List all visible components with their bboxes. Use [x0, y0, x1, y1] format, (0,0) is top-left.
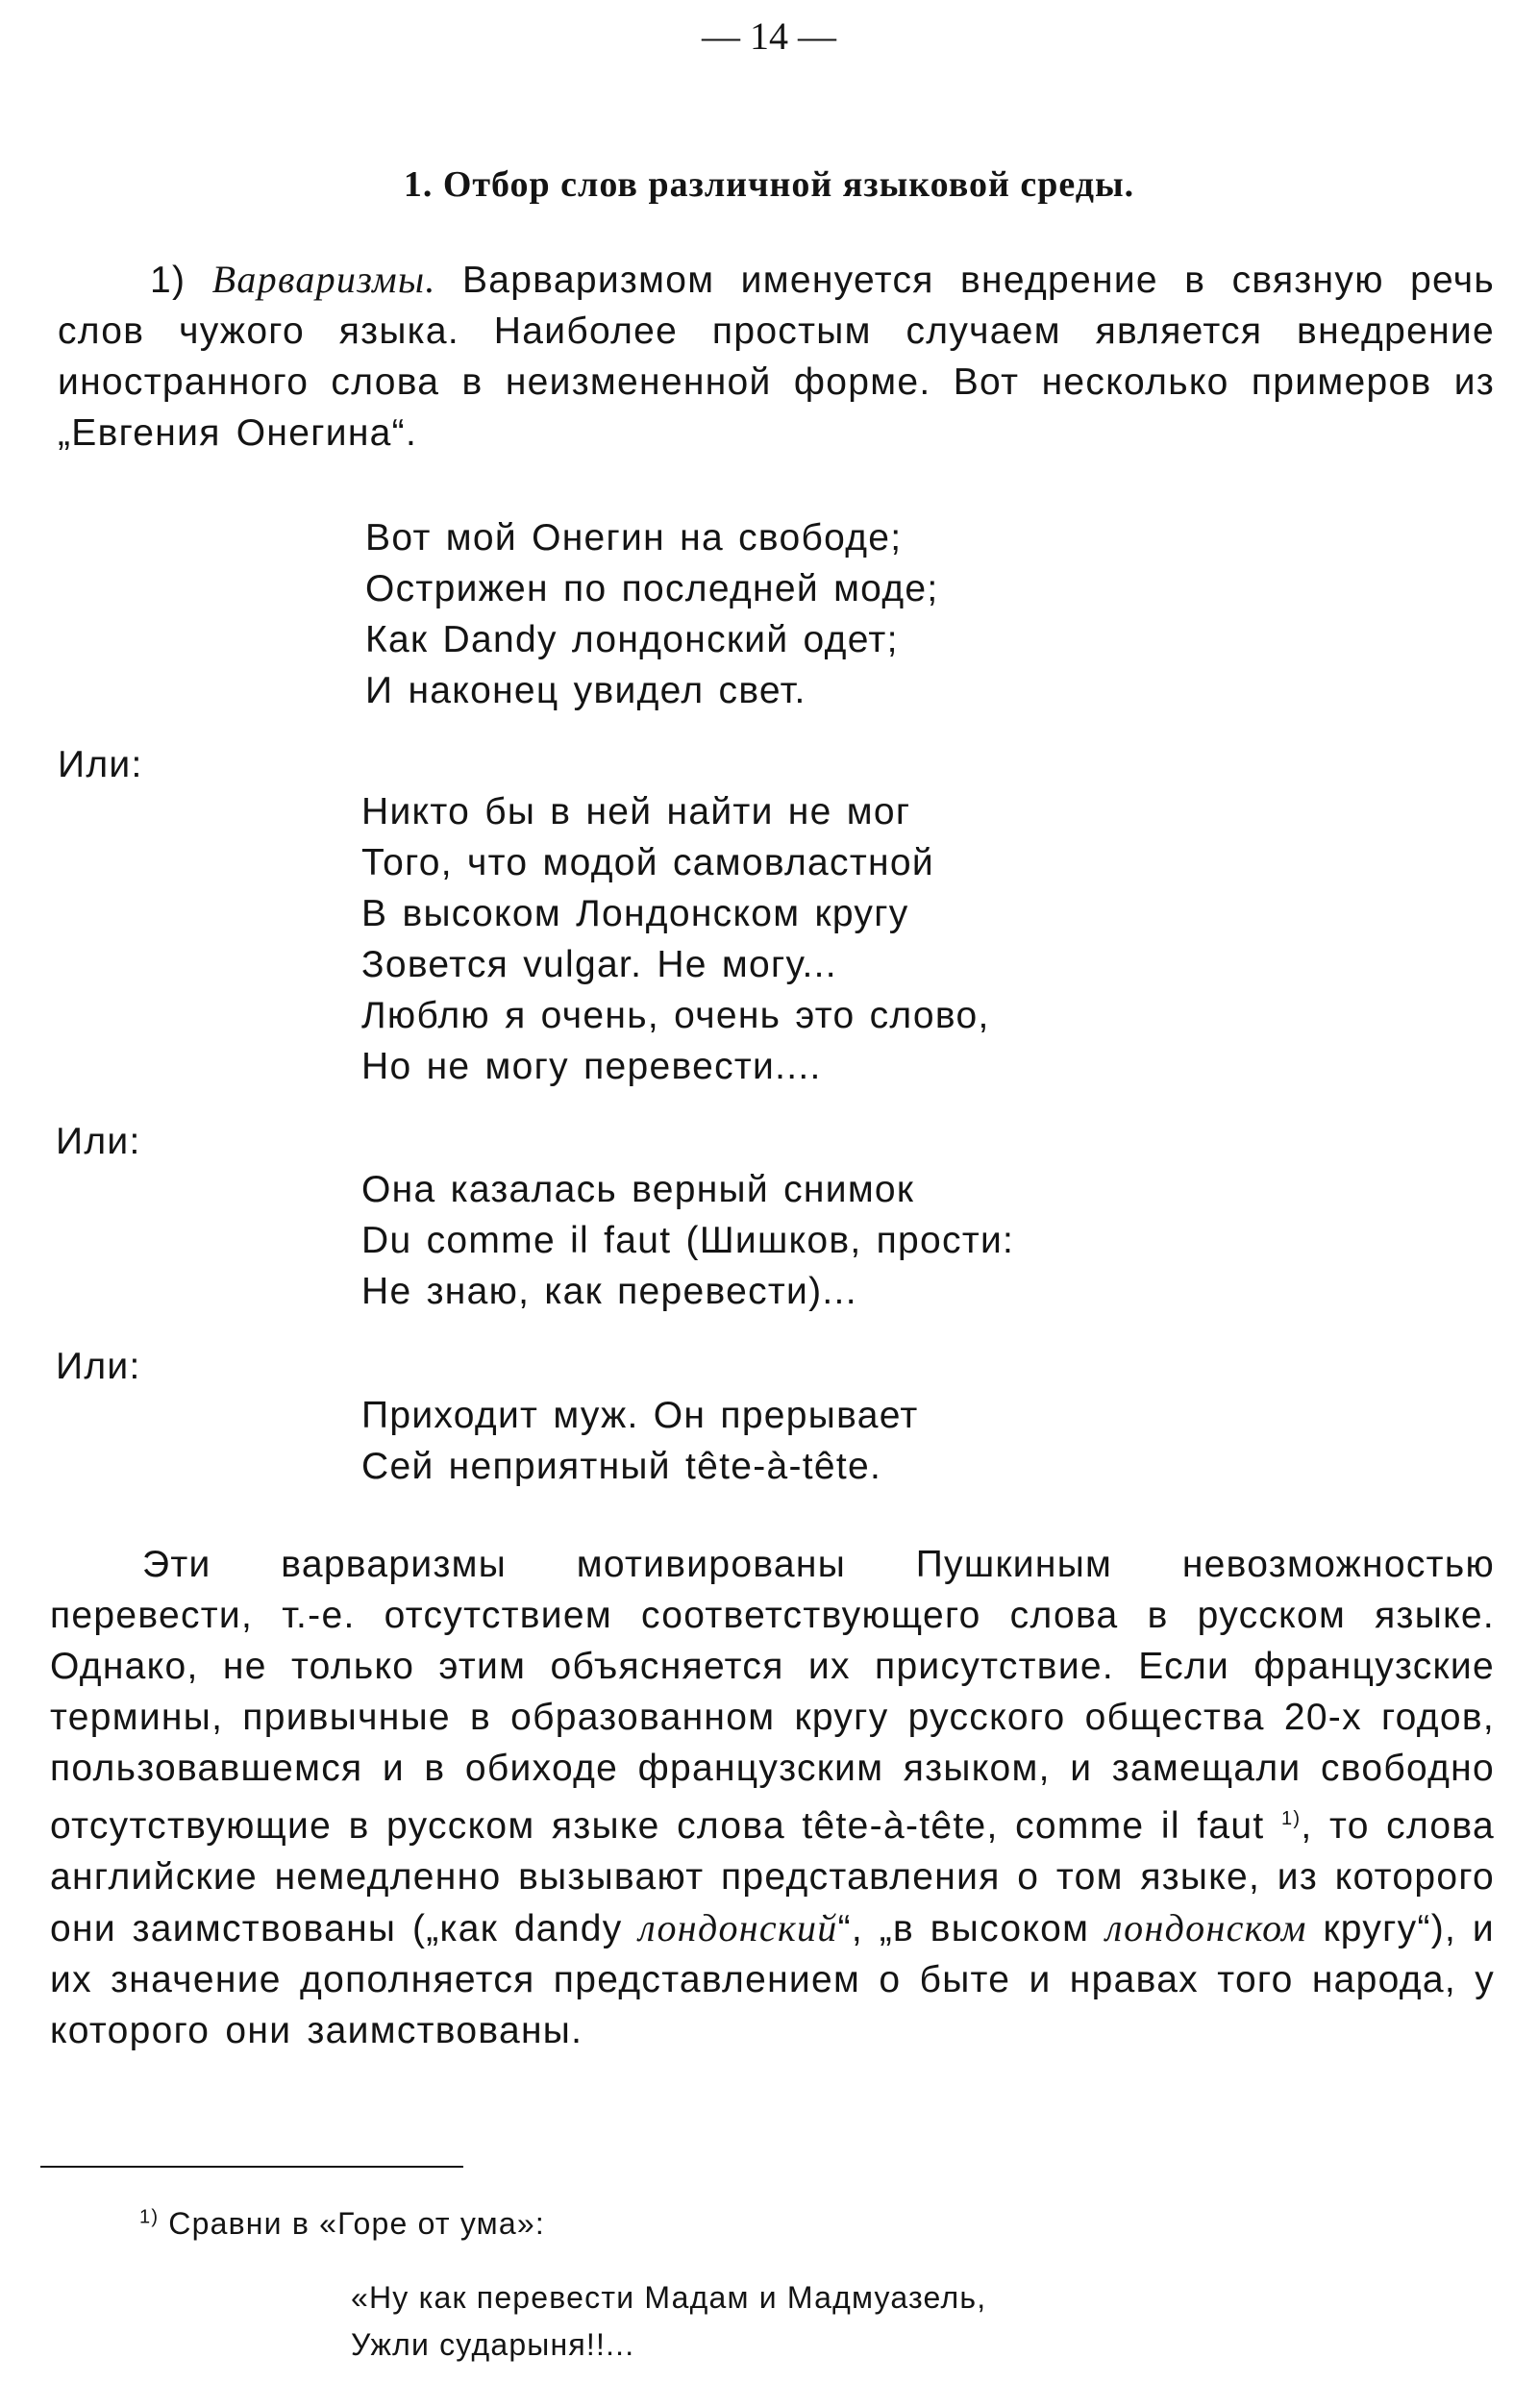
- verse-quote-2: [361, 786, 990, 1092]
- or-label: Или:: [56, 1121, 141, 1162]
- footnote-text: Сравни в «Горе от ума»:: [159, 2206, 545, 2241]
- italic-word: лондонском: [1104, 1906, 1307, 1949]
- footnote: [139, 2206, 545, 2242]
- paragraph-text: Эти варваризмы мотивированы Пушкиным невозможностью перевести, т.-е. отсутствием соответствующего слова в русском языке. Однако, не только этим объясняется их присутствие. Если французские термины, привычные в образованном кругу русского общества 20-х годов, пользовавшемся и в обиходе французским языком, и замещали свободно отсутствующие в русском языке слова tête-à-tête, comme il faut: [50, 1544, 1495, 1847]
- verse-line: Но не могу перевести....: [361, 1046, 822, 1087]
- verse-line: Зовется vulgar. Не могу...: [361, 944, 837, 985]
- verse-line: Приходит муж. Он прерывает: [361, 1395, 919, 1436]
- verse-line: Она казалась верный снимок: [361, 1169, 915, 1210]
- or-label: Или:: [58, 744, 143, 785]
- paragraph-barbarisms: [58, 254, 1495, 459]
- verse-line: Как Dandy лондонский одет;: [365, 619, 899, 660]
- verse-line: Никто бы в ней найти не мог: [361, 791, 911, 832]
- list-number: 1): [150, 260, 212, 301]
- page-number: — 14 —: [702, 14, 836, 58]
- verse-line: В высоком Лондонском кругу: [361, 893, 909, 934]
- paragraph-analysis: [50, 1539, 1495, 2056]
- italic-word: лондонский: [638, 1906, 838, 1949]
- verse-quote-4: [361, 1390, 919, 1492]
- footnote-quote-line: Ужли сударыня!!...: [351, 2327, 635, 2362]
- or-label: Или:: [56, 1346, 141, 1387]
- paragraph-text: кругу“), и их значение дополняется представлением о быте и нравах того народа, у которого они заимствованы.: [50, 1908, 1495, 2051]
- verse-line: Люблю я очень, очень это слово,: [361, 995, 990, 1036]
- footnote-quote: [351, 2274, 986, 2369]
- verse-line: Острижен по последней моде;: [365, 568, 939, 609]
- section-heading: 1. Отбор слов различной языковой среды.: [403, 164, 1135, 205]
- verse-line: Du comme il faut (Шишков, прости:: [361, 1220, 1015, 1261]
- footnote-quote-line: «Ну как перевести Мадам и Мадмуазель,: [351, 2280, 987, 2315]
- verse-line: Вот мой Онегин на свободе;: [365, 517, 903, 559]
- verse-quote-3: [361, 1164, 1014, 1317]
- paragraph-text: Варваризмом именуется внедрение в связную речь слов чужого языка. Наиболее простым случаем является внедрение иностранного слова в неизмененной форме. Вот несколько примеров из „Евгения Онегина“.: [58, 260, 1495, 454]
- verse-quote-1: [365, 512, 939, 716]
- footnote-reference: 1): [1280, 1808, 1302, 1829]
- paragraph-text: , то слова английские немедленно вызывают представления о том языке, из которого они заимствованы („как dandy: [50, 1805, 1495, 1949]
- footnote-divider: [40, 2166, 463, 2168]
- footnote-marker: 1): [139, 2206, 160, 2228]
- verse-line: Не знаю, как перевести)...: [361, 1271, 857, 1312]
- verse-line: И наконец увидел свет.: [365, 670, 806, 711]
- term-barbarisms: Варваризмы.: [211, 258, 436, 301]
- verse-line: Сей неприятный tête-à-tête.: [361, 1446, 882, 1487]
- paragraph-text: “, „в высоком: [837, 1908, 1105, 1949]
- verse-line: Того, что модой самовластной: [361, 842, 934, 883]
